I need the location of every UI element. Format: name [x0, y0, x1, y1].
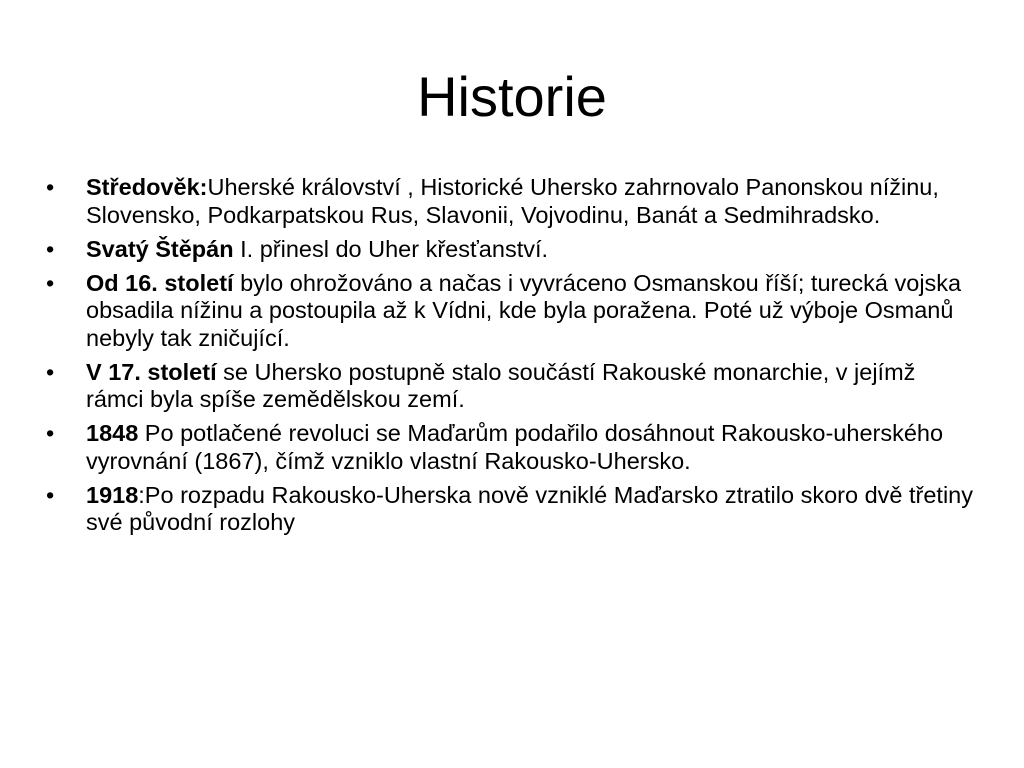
- slide-title: Historie: [417, 65, 607, 128]
- bullet-item-svaty-stepan: [46, 236, 976, 264]
- bullet-lead: V 17. století: [86, 358, 217, 385]
- bullet-marker: •: [46, 481, 55, 508]
- bullet-list: [46, 174, 976, 543]
- bullet-lead: Středověk:: [86, 174, 208, 200]
- bullet-item-1918: [46, 482, 976, 537]
- bullet-text: I. přinesl do Uher křesťanství.: [233, 235, 549, 262]
- bullet-marker: •: [46, 269, 55, 296]
- bullet-lead: 1848: [86, 420, 139, 446]
- bullet-text: Po potlačené revoluci se Maďarům podařilo dosáhnout Rakousko-uherského vyrovnání (1867), čímž vzniklo vlastní Rakousko-Uhersko.: [86, 420, 944, 474]
- bullet-item-1848: [46, 420, 976, 475]
- bullet-marker: •: [46, 420, 55, 446]
- bullet-text: se Uhersko postupně stalo součástí Rakouské monarchie, v jejímž rámci byla spíše zemědělskou zemí.: [86, 358, 916, 412]
- bullet-text: Uherské království , Historické Uhersko zahrnovalo Panonskou nížinu, Slovensko, Podkarpatskou Rus, Slavonii, Vojvodinu, Banát a Sedmihradsko.: [86, 174, 939, 228]
- bullet-text: :Po rozpadu Rakousko-Uherska nově vzniklé Maďarsko ztratilo skoro dvě třetiny své původní rozlohy: [86, 481, 973, 535]
- bullet-marker: •: [46, 174, 55, 200]
- bullet-marker: •: [46, 358, 55, 385]
- bullet-lead: Svatý Štěpán: [86, 235, 234, 262]
- bullet-marker: •: [46, 235, 55, 262]
- bullet-text: bylo ohrožováno a načas i vyvráceno Osmanskou říší; turecká vojska obsadila nížinu a postoupila až k Vídni, kde byla poražena. Poté už výboje Osmanů nebyly tak zničující.: [86, 269, 962, 351]
- bullet-item-17-stoleti: [46, 359, 976, 414]
- bullet-item-stredovek: [46, 174, 976, 229]
- bullet-lead: 1918: [86, 481, 139, 508]
- bullet-item-16-stoleti: [46, 270, 976, 353]
- bullet-lead: Od 16. století: [86, 269, 234, 296]
